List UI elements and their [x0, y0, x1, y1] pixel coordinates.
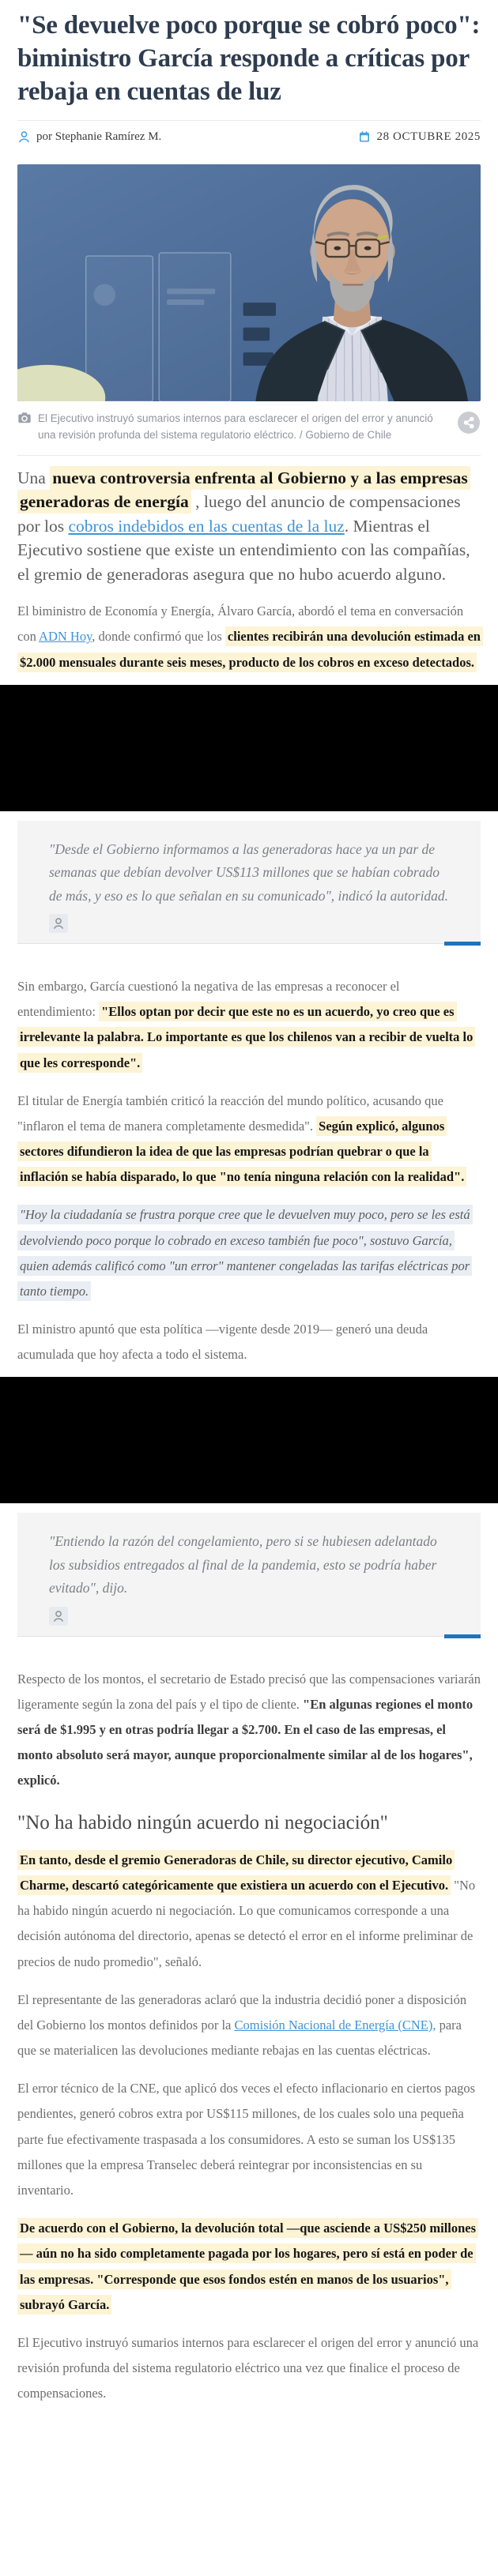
- paragraph-highlight: "Ellos optan por decir que este no es un acuerdo, yo creo que es irrelevante la palabra. Lo importante es que los chilenos van a recibir de vuelta lo que les corresponde".: [17, 1002, 475, 1072]
- paragraph-bold: "En algunas regiones el monto será de $1.995 y en otras podría llegar a $2.700. En el caso de las empresas, el monto absoluto será mayor, aunque proporcionalmente similar al de los hogares", explicó.: [17, 1696, 473, 1788]
- quote-person-icon: [49, 1607, 68, 1626]
- hero-figure: [17, 164, 481, 446]
- divider: [17, 455, 481, 456]
- lead-link[interactable]: cobros indebidos en las cuentas de la luz: [68, 516, 345, 536]
- paragraph-4: [17, 1089, 481, 1190]
- quote-text: "Desde el Gobierno informamos a las generadoras hace ya un par de semanas que debían devolver US$113 millones que se habían cobrado de más, y eso es lo que señalan en su comunicado", indicó la autoridad.: [49, 840, 449, 904]
- paragraph-11: [17, 2216, 481, 2318]
- share-icon: [457, 411, 481, 434]
- paragraph-8: [17, 1848, 481, 1975]
- paragraph-text: "No ha habido ningún acuerdo ni negociación. Lo que comunicamos corresponde a una decisión autónoma del directorio, apenas se detectó el error en el informe preliminar de precios de nudo promedio", señaló.: [17, 1878, 476, 1969]
- publish-date: 28 OCTUBRE 2025: [376, 130, 481, 143]
- lead-text: . Mientras el Ejecutivo sostiene que existe un entendimiento con las compañías, el gremio de generadoras asegura que no hubo acuerdo alguno.: [17, 516, 470, 584]
- paragraph-10: El error técnico de la CNE, que aplicó dos veces el efecto inflacionario en ciertos pagos pendientes, generó cobros extra por US$115 millones, de los cuales solo una pequeña parte fue efectivamente traspasada a los consumidores. A esto se suman los US$135 millones que la empresa Transelec deberá reintegrar por inconsistencias en su inventario.: [17, 2081, 476, 2198]
- section-subheading: "No ha habido ningún acuerdo ni negociación": [17, 1812, 388, 1834]
- paragraph-highlight: De acuerdo con el Gobierno, la devolución total —que asciende a US$250 millones— aún no ha sido completamente pagada por los hogares, pero sí está en poder de las empresas. "Corresponde que esos fondos estén en manos de los usuarios", subrayó García.: [17, 2218, 478, 2315]
- paragraph-text: , donde confirmó que los: [92, 629, 225, 645]
- video-embed-2[interactable]: [0, 1377, 498, 1503]
- lead-text: , luego del anuncio de compensaciones por los: [17, 492, 461, 536]
- quote-accent-bar: [444, 942, 481, 946]
- paragraph-quote-highlight: "Hoy la ciudadanía se frustra porque cree que le devuelven muy poco, pero se les está devolviendo poco porque lo cobrado en exceso también fue poco", sostuvo García, quien además calificó como "un error" mantener congeladas las tarifas eléctricas por tanto tiempo.: [17, 1205, 473, 1301]
- quote-text: "Entiendo la razón del congelamiento, pero si se hubiesen adelantado los subsidios entregados al final de la pandemia, esto se podría haber evitado", dijo.: [49, 1533, 437, 1596]
- paragraph-highlight: clientes recibirán una devolución estimada en $2.000 mensuales durante seis meses, producto de los cobros en exceso detectados.: [17, 626, 483, 671]
- paragraph-text: El biministro de Economía y Energía, Álvaro García, abordó el tema en conversación con: [17, 604, 464, 645]
- hero-image: [17, 164, 481, 401]
- page-title: "Se devuelve poco porque se cobró poco": biministro García responde a críticas por rebaja en cuentas de luz: [17, 11, 481, 106]
- paragraph-7: [17, 1667, 481, 1794]
- cne-link[interactable]: Comisión Nacional de Energía (CNE),: [234, 2017, 436, 2033]
- hero-caption: [17, 401, 481, 446]
- quote-block-1: [17, 821, 481, 944]
- calendar-icon: [358, 130, 371, 143]
- paragraph-3: [17, 974, 481, 1076]
- paragraph-text: El representante de las generadoras aclaró que la industria decidió poner a disposición del Gobierno los montos definidos por la: [17, 1991, 467, 2033]
- paragraph-12: El Ejecutivo instruyó sumarios internos para esclarecer el origen del error y anunció una revisión profunda del sistema regulatorio eléctrico una vez que finalice el proceso de compensaciones.: [17, 2334, 479, 2401]
- quote-accent-bar: [444, 1634, 481, 1638]
- camera-icon: [17, 411, 32, 425]
- byline: [17, 121, 481, 155]
- person-icon: [17, 130, 31, 144]
- caption-text: El Ejecutivo instruyó sumarios internos para esclarecer el origen del error y anunció una revisión profunda del sistema regulatorio eléctrico. / Gobierno de Chile: [38, 412, 433, 441]
- paragraph-text: Respecto de los montos, el secretario de Estado precisó que las compensaciones variarán ligeramente según la zona del país y el tipo de cliente.: [17, 1671, 481, 1712]
- video-embed-1[interactable]: [0, 685, 498, 811]
- lead-paragraph: [17, 466, 481, 587]
- paragraph-2: [17, 599, 481, 675]
- lead-text: Una: [17, 468, 51, 487]
- share-button[interactable]: [457, 411, 481, 434]
- paragraph-highlight: En tanto, desde el gremio Generadoras de Chile, su director ejecutivo, Camilo Charme, descartó categóricamente que existiera un acuerdo con el Ejecutivo.: [17, 1850, 455, 1895]
- adn-hoy-link[interactable]: ADN Hoy: [39, 629, 92, 645]
- paragraph-5: [17, 1202, 481, 1304]
- lead-highlight: nueva controversia enfrenta al Gobierno y a las empresas generadoras de energía: [17, 466, 470, 514]
- paragraph-text: El titular de Energía también criticó la reacción del mundo político, acusando que "inflaron el tema de manera completamente desmedida".: [17, 1092, 443, 1134]
- quote-block-2: [17, 1513, 481, 1636]
- paragraph-6: El ministro apuntó que esta política —vigente desde 2019— generó una deuda acumulada que hoy afecta a todo el sistema.: [17, 1322, 428, 1363]
- paragraph-9: [17, 1987, 481, 2064]
- paragraph-text: para que se materialicen las devoluciones mediante rebajas en las cuentas eléctricas.: [17, 2017, 462, 2059]
- paragraph-highlight: Según explicó, algunos sectores difundieron la idea de que las empresas podrían quebrar o que la inflación se había disparado, lo que "no tenía ninguna relación con la realidad".: [17, 1116, 466, 1186]
- paragraph-text: Sin embargo, García cuestionó la negativa de las empresas a reconocer el entendimiento:: [17, 978, 400, 1020]
- author-name[interactable]: por Stephanie Ramírez M.: [36, 130, 162, 143]
- quote-person-icon: [49, 914, 68, 933]
